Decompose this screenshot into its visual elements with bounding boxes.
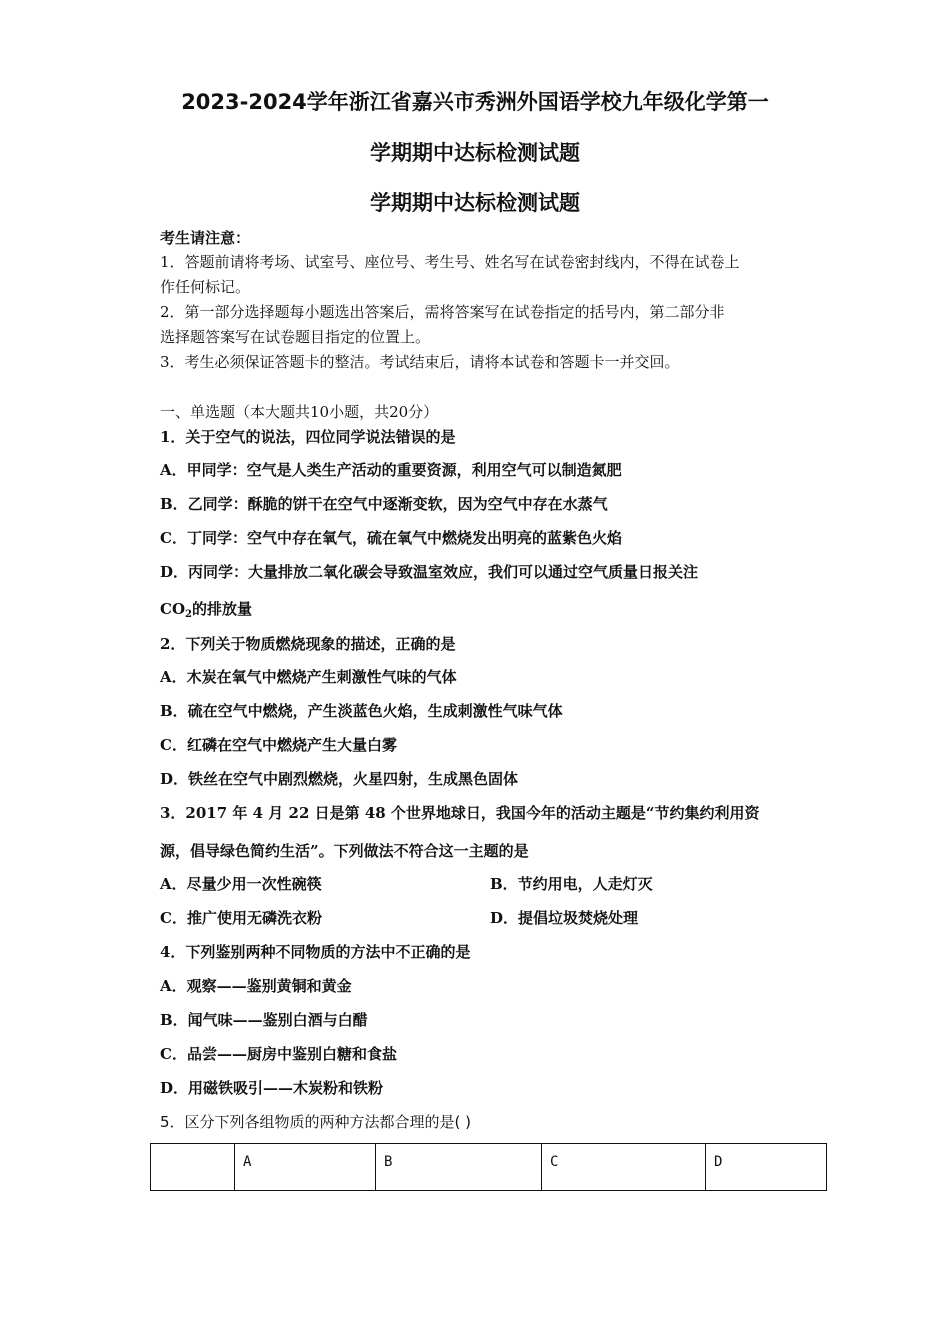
notice-item-2: 2．第一部分选择题每小题选出答案后，需将答案写在试卷指定的括号内，第二部分非 (160, 303, 725, 321)
q2-option-c: C．红磷在空气中燃烧产生大量白雾 (160, 736, 397, 754)
q5-table-header-empty (151, 1144, 235, 1191)
q3-stem-line-2: 源，倡导绿色简约生活”。下列做法不符合这一主题的是 (160, 842, 529, 860)
q5-table-header-d: D (706, 1144, 827, 1191)
co2-formula: CO (160, 600, 186, 618)
q5-table (150, 1143, 827, 1191)
exam-title-line-3: 学期期中达标检测试题 (370, 191, 580, 215)
q2-option-b: B．硫在空气中燃烧，产生淡蓝色火焰，生成刺激性气味气体 (160, 702, 563, 720)
q2-option-a: A．木炭在氧气中燃烧产生刺激性气味的气体 (160, 668, 457, 686)
q1-option-a: A．甲同学：空气是人类生产活动的重要资源，利用空气可以制造氮肥 (160, 461, 622, 479)
q1-option-c: C．丁同学：空气中存在氧气，硫在氧气中燃烧发出明亮的蓝紫色火焰 (160, 529, 622, 547)
q1-stem: 1．关于空气的说法，四位同学说法错误的是 (160, 428, 456, 446)
q5-table-header-c: C (542, 1144, 706, 1191)
notice-item-1: 1．答题前请将考场、试室号、座位号、考生号、姓名写在试卷密封线内，不得在试卷上 (160, 253, 740, 271)
notice-item-1-cont: 作任何标记。 (160, 278, 251, 296)
q5-stem: 5．区分下列各组物质的两种方法都合理的是( ) (160, 1113, 472, 1131)
q1-option-d-cont (160, 599, 252, 625)
notice-item-2-cont: 选择题答案写在试卷题目指定的位置上。 (160, 328, 431, 346)
notice-item-3: 3．考生必须保证答题卡的整洁。考试结束后，请将本试卷和答题卡一并交回。 (160, 353, 680, 371)
q2-option-d: D．铁丝在空气中剧烈燃烧，火星四射，生成黑色固体 (160, 770, 519, 788)
notice-heading: 考生请注意： (160, 229, 251, 247)
q3-option-d: D．提倡垃圾焚烧处理 (490, 909, 639, 927)
q3-option-c: C．推广使用无磷洗衣粉 (160, 909, 322, 927)
q1-option-b: B．乙同学：酥脆的饼干在空气中逐渐变软，因为空气中存在水蒸气 (160, 495, 608, 513)
q5-table-header-a: A (235, 1144, 376, 1191)
q3-stem-line-1: 3．2017 年 4 月 22 日是第 48 个世界地球日，我国今年的活动主题是“节约集约利用资 (160, 804, 760, 822)
co2-suffix: 的排放量 (191, 600, 252, 618)
q1-option-d: D．丙同学：大量排放二氧化碳会导致温室效应，我们可以通过空气质量日报关注 (160, 563, 699, 581)
q2-stem: 2．下列关于物质燃烧现象的描述，正确的是 (160, 635, 456, 653)
q3-option-b: B．节约用电，人走灯灭 (490, 875, 653, 893)
q4-option-c: C．品尝——厨房中鉴别白糖和食盐 (160, 1045, 397, 1063)
exam-title-line-2: 学期期中达标检测试题 (370, 141, 580, 165)
co2-subscript: 2 (185, 609, 192, 620)
q5-table-header-b: B (376, 1144, 542, 1191)
q4-option-d: D．用磁铁吸引——木炭粉和铁粉 (160, 1079, 384, 1097)
section-heading: 一、单选题（本大题共10小题，共20分） (160, 403, 439, 421)
q4-stem: 4．下列鉴别两种不同物质的方法中不正确的是 (160, 943, 471, 961)
exam-title-line-1: 2023-2024学年浙江省嘉兴市秀洲外国语学校九年级化学第一 (181, 90, 769, 114)
q4-option-b: B．闻气味——鉴别白酒与白醋 (160, 1011, 368, 1029)
q5-table-header-row (151, 1144, 827, 1191)
q3-option-a: A．尽量少用一次性碗筷 (160, 875, 322, 893)
q4-option-a: A．观察——鉴别黄铜和黄金 (160, 977, 352, 995)
